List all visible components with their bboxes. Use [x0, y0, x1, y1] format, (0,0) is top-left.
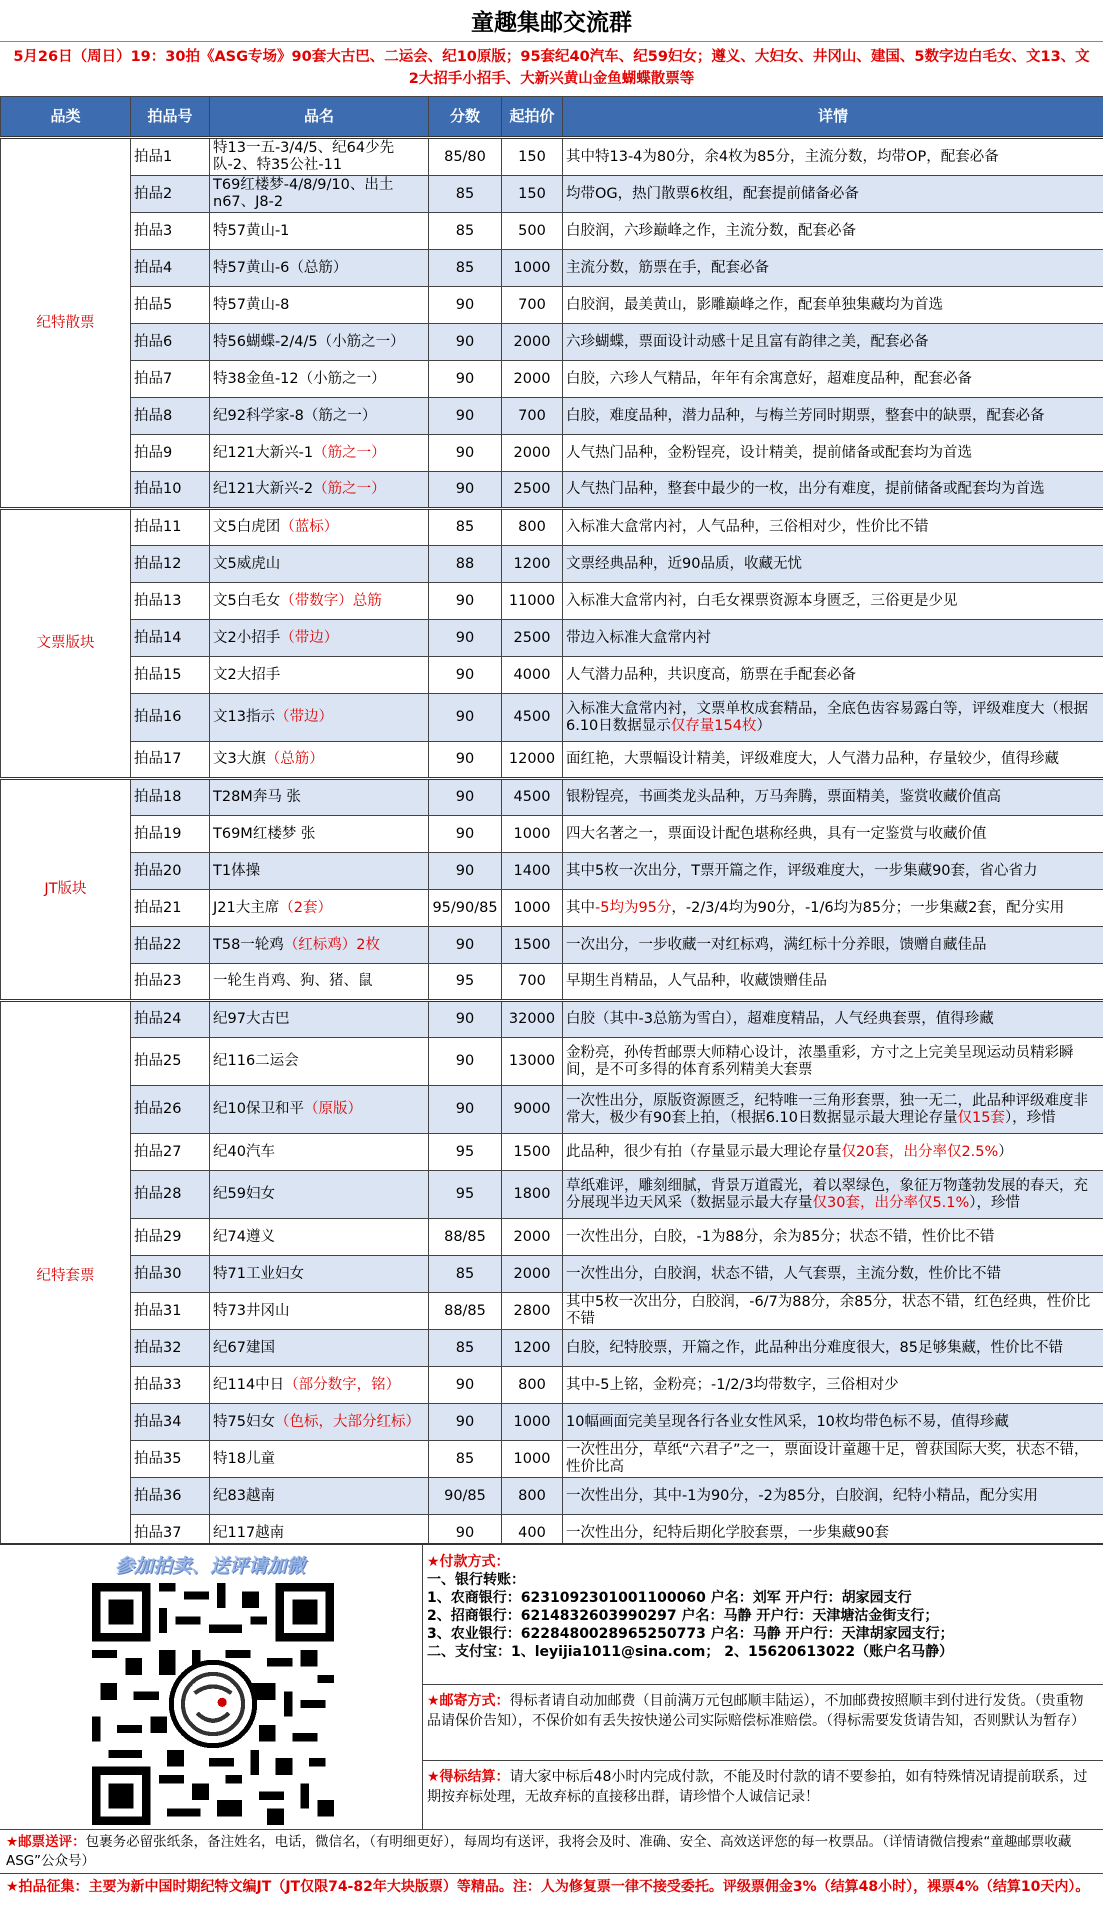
grade: 88: [429, 546, 502, 583]
bank-heading: 一、银行转账：: [427, 1572, 525, 1588]
item-name: 纪116二运会: [210, 1038, 429, 1086]
item-detail-highlight: 仅30套，出分率仅5.1%: [812, 1194, 970, 1211]
table-row[interactable]: [1, 927, 1103, 964]
item-detail-highlight: -5均为95分: [595, 899, 672, 916]
item-name: 特57黄山-6（总筋）: [210, 250, 429, 287]
grade: 90: [429, 287, 502, 324]
item-detail-tail: ）: [756, 717, 771, 734]
starting-price: 1800: [502, 1171, 563, 1219]
item-name: [210, 1367, 429, 1404]
table-row[interactable]: [1, 1404, 1103, 1441]
item-detail: 一次性出分，草纸“六君子”之一，票面设计童趣十足，曾获国际大奖，状态不错，性价比高: [563, 1441, 1103, 1478]
lot-number: 拍品32: [131, 1330, 210, 1367]
lot-number: 拍品6: [131, 324, 210, 361]
grade: 85: [429, 213, 502, 250]
item-detail: 白胶（其中-3总筋为雪白），超难度精品，人气经典套票，值得珍藏: [563, 1001, 1103, 1038]
starting-price: 1000: [502, 890, 563, 927]
qr-section: [0, 1545, 423, 1829]
item-detail-main: 此品种，很少有拍（存量显示最大理论存量: [566, 1143, 842, 1160]
table-row[interactable]: [1, 435, 1103, 472]
lot-number: 拍品29: [131, 1219, 210, 1256]
item-detail: [563, 890, 1103, 927]
table-header-row: [1, 97, 1103, 138]
item-name-main: 文5白毛女: [213, 592, 281, 609]
lot-number: 拍品20: [131, 853, 210, 890]
item-name: 特13一五-3/4/5、纪64少先队-2、特35公社-11: [210, 138, 429, 176]
item-name: [210, 927, 429, 964]
grade: 85: [429, 1441, 502, 1478]
starting-price: 2000: [502, 324, 563, 361]
item-detail: [563, 694, 1103, 742]
item-detail-tail: ），珍惜: [969, 1194, 1021, 1211]
grade: 90: [429, 583, 502, 620]
item-detail: 其中特13-4为80分，余4枚为85分，主流分数，均带OP，配套必备: [563, 138, 1103, 176]
lot-number: 拍品27: [131, 1134, 210, 1171]
item-detail: 一次性出分，白胶润，状态不错，人气套票，主流分数，性价比不错: [563, 1256, 1103, 1293]
starting-price: 1200: [502, 546, 563, 583]
mail-heading: ★邮寄方式：: [427, 1693, 510, 1709]
item-name-note: （2套）: [279, 899, 332, 916]
item-detail: [563, 1086, 1103, 1134]
item-detail-highlight: 仅20套，出分率仅2.5%: [841, 1143, 999, 1160]
consignment-heading: ★拍品征集：: [6, 1879, 89, 1895]
item-name: 纪74遵义: [210, 1219, 429, 1256]
item-detail-tail: ）: [998, 1143, 1013, 1160]
item-detail-main: 入标准大盒常内衬，文票单枚成套精品，全底色齿容易露白等，评级难度大（根据6.10日数据显示: [566, 700, 1088, 734]
item-name-note: （蓝标）: [280, 519, 339, 535]
table-row[interactable]: [1, 1293, 1103, 1330]
item-detail: 一次性出分，其中-1为90分，-2为85分，白胶润，纪特小精品，配分实用: [563, 1478, 1103, 1515]
item-detail: 10幅画面完美呈现各行各业女性风采，10枚均带色标不易，值得珍藏: [563, 1404, 1103, 1441]
starting-price: 800: [502, 1478, 563, 1515]
item-name: 纪117越南: [210, 1515, 429, 1552]
bank-line-2[interactable]: 2、招商银行：6214832603990297 户名：马静 开户行：天津塘沽金街支行；: [427, 1608, 939, 1624]
table-row[interactable]: [1, 890, 1103, 927]
item-name: [210, 694, 429, 742]
starting-price: 2500: [502, 472, 563, 509]
grade: 88/85: [429, 1293, 502, 1330]
grade: 85: [429, 1330, 502, 1367]
item-name-main: T58一轮鸡: [213, 936, 284, 953]
table-row[interactable]: [1, 509, 1103, 546]
lot-number: 拍品12: [131, 546, 210, 583]
item-name-main: 纪114中日: [213, 1376, 285, 1393]
table-row[interactable]: [1, 816, 1103, 853]
table-row[interactable]: [1, 583, 1103, 620]
alipay-line[interactable]: 二、支付宝：1、leyijia1011@sina.com； 2、15620613022（账户名马静）: [427, 1644, 954, 1660]
mail-text: 得标者请自动加邮费（目前满万元包邮顺丰陆运），不加邮费按照顺丰到付进行发货。（贵重物品请保价告知），不保价如有丢失按快递公司实际赔偿标准赔偿。（得标需要发货请告知，否则默认为暂存）: [427, 1693, 1085, 1729]
item-detail: 入标准大盒常内衬，白毛女裸票资源本身匮乏，三俗更是少见: [563, 583, 1103, 620]
item-name: 文5威虎山: [210, 546, 429, 583]
table-row[interactable]: [1, 620, 1103, 657]
consignment-section: [0, 1873, 1103, 1916]
starting-price: 1500: [502, 927, 563, 964]
item-name: 特71工业妇女: [210, 1256, 429, 1293]
table-row[interactable]: [1, 1256, 1103, 1293]
item-name-note: （原版）: [303, 1101, 362, 1117]
lot-number: 拍品3: [131, 213, 210, 250]
lot-number: 拍品22: [131, 927, 210, 964]
item-name-note: （带边）: [274, 709, 333, 725]
table-row[interactable]: [1, 1441, 1103, 1478]
item-detail: 均带OG，热门散票6枚组，配套提前储备必备: [563, 176, 1103, 213]
table-row[interactable]: [1, 361, 1103, 398]
starting-price: 4000: [502, 657, 563, 694]
item-detail: 六珍蝴蝶，票面设计动感十足且富有韵律之美，配套必备: [563, 324, 1103, 361]
item-name-note: （部分数字，铭）: [284, 1376, 401, 1393]
item-detail: 一次出分，一步收藏一对红标鸡，满红标十分养眼，馈赠自藏佳品: [563, 927, 1103, 964]
table-row[interactable]: [1, 779, 1103, 816]
header-grade: 分数: [429, 97, 502, 138]
item-name: 特18儿童: [210, 1441, 429, 1478]
item-name: 一轮生肖鸡、狗、猪、鼠: [210, 964, 429, 1001]
payment-heading: ★付款方式：: [427, 1554, 510, 1570]
item-name: 特57黄山-8: [210, 287, 429, 324]
table-row[interactable]: [1, 742, 1103, 779]
lot-number: 拍品18: [131, 779, 210, 816]
item-name: [210, 583, 429, 620]
table-row[interactable]: [1, 398, 1103, 435]
item-detail: 白胶，六珍人气精品，年年有余寓意好，超难度品种，配套必备: [563, 361, 1103, 398]
header-lot: 拍品号: [131, 97, 210, 138]
lot-number: 拍品16: [131, 694, 210, 742]
grade: 90: [429, 361, 502, 398]
item-name-note: （筋之一）: [313, 481, 386, 497]
category-cell: 文票版块: [1, 509, 131, 779]
item-name: T28M奔马 张: [210, 779, 429, 816]
grade: 90: [429, 472, 502, 509]
settlement-text: 请大家中标后48小时内完成付款，不能及时付款的请不要参拍，如有特殊情况请提前联系，过期按弃标处理，无故弃标的直接移出群，请珍惜个人诚信记录！: [427, 1769, 1088, 1805]
item-name: 特38金鱼-12（小筋之一）: [210, 361, 429, 398]
starting-price: 32000: [502, 1001, 563, 1038]
item-detail: 一次性出分，纪特后期化学胶套票，一步集藏90套: [563, 1515, 1103, 1552]
table-row[interactable]: [1, 250, 1103, 287]
item-detail: 白胶，纪特胶票，开篇之作，此品种出分难度很大，85足够集藏，性价比不错: [563, 1330, 1103, 1367]
lot-number: 拍品31: [131, 1293, 210, 1330]
grade: 90: [429, 1086, 502, 1134]
table-row[interactable]: [1, 213, 1103, 250]
item-name: [210, 509, 429, 546]
item-detail: 四大名著之一，票面设计配色堪称经典，具有一定鉴赏与收藏价值: [563, 816, 1103, 853]
item-detail: 其中5枚一次出分，白胶润，-6/7为88分，余85分，状态不错，红色经典，性价比不错: [563, 1293, 1103, 1330]
item-name: [210, 890, 429, 927]
item-detail: 主流分数，筋票在手，配套必备: [563, 250, 1103, 287]
item-name-main: 文3大旗: [213, 751, 266, 767]
grade: 95: [429, 1171, 502, 1219]
lot-number: 拍品9: [131, 435, 210, 472]
starting-price: 1500: [502, 1134, 563, 1171]
table-row[interactable]: [1, 1330, 1103, 1367]
grade: 85: [429, 250, 502, 287]
item-name-note: （筋之一）: [313, 444, 386, 461]
item-detail: 面红艳，大票幅设计精美，评级难度大，人气潜力品种，存量较少，值得珍藏: [563, 742, 1103, 779]
item-detail: 人气热门品种，金粉锃亮，设计精美，提前储备或配套均为首选: [563, 435, 1103, 472]
lot-number: 拍品7: [131, 361, 210, 398]
item-detail: 带边入标准大盒常内衬: [563, 620, 1103, 657]
item-name: T1体操: [210, 853, 429, 890]
grade: 90: [429, 398, 502, 435]
starting-price: 9000: [502, 1086, 563, 1134]
starting-price: 11000: [502, 583, 563, 620]
item-detail: 入标准大盒常内衬，人气品种，三俗相对少，性价比不错: [563, 509, 1103, 546]
lot-number: 拍品13: [131, 583, 210, 620]
grade: 90: [429, 927, 502, 964]
item-name: [210, 742, 429, 779]
grade: 90: [429, 779, 502, 816]
item-detail: 一次性出分，白胶，-1为88分，余为85分；状态不错，性价比不错: [563, 1219, 1103, 1256]
lot-number: 拍品23: [131, 964, 210, 1001]
lot-number: 拍品24: [131, 1001, 210, 1038]
lot-number: 拍品2: [131, 176, 210, 213]
lot-number: 拍品10: [131, 472, 210, 509]
category-cell: 纪特散票: [1, 138, 131, 509]
item-detail: [563, 1171, 1103, 1219]
item-detail: [563, 1134, 1103, 1171]
consignment-text: 主要为新中国时期纪特文编JT（JT仅限74-82年大块版票）等精品。注：人为修复票一律不接受委托。评级票佣金3%（结算48小时），裸票4%（结算10天内）。: [88, 1879, 1090, 1895]
table-row[interactable]: [1, 657, 1103, 694]
starting-price: 1000: [502, 250, 563, 287]
item-name: [210, 620, 429, 657]
starting-price: 400: [502, 1515, 563, 1552]
qr-caption: 参加拍卖、送评请加微: [114, 1555, 305, 1577]
item-detail: 人气潜力品种，共识度高，筋票在手配套必备: [563, 657, 1103, 694]
table-row[interactable]: [1, 1367, 1103, 1404]
item-name-main: 特75妇女: [213, 1413, 275, 1430]
starting-price: 1200: [502, 1330, 563, 1367]
item-name: T69红楼梦-4/8/9/10、出土n67、J8-2: [210, 176, 429, 213]
starting-price: 2500: [502, 620, 563, 657]
table-row[interactable]: [1, 1219, 1103, 1256]
item-detail-tail: ，-2/3/4均为90分，-1/6均为85分；一步集藏2套，配分实用: [671, 899, 1065, 916]
starting-price: 2800: [502, 1293, 563, 1330]
item-detail: 银粉锃亮，书画类龙头品种，万马奔腾，票面精美，鉴赏收藏价值高: [563, 779, 1103, 816]
item-name: [210, 1086, 429, 1134]
starting-price: 800: [502, 509, 563, 546]
item-detail: 早期生肖精品，人气品种，收藏馈赠佳品: [563, 964, 1103, 1001]
grade: 90/85: [429, 1478, 502, 1515]
lot-number: 拍品21: [131, 890, 210, 927]
starting-price: 4500: [502, 694, 563, 742]
item-name: 特56蝴蝶-2/4/5（小筋之一）: [210, 324, 429, 361]
footer: [0, 1543, 1103, 1916]
table-row[interactable]: [1, 287, 1103, 324]
item-detail-main: 草纸难评，雕刻细腻，背景万道霞光，着以翠绿色，象征万物蓬勃发展的春天，充分展现半边天风采（数据显示最大存量: [566, 1177, 1088, 1211]
table-row[interactable]: [1, 1171, 1103, 1219]
starting-price: 2000: [502, 361, 563, 398]
grade: 85: [429, 176, 502, 213]
lot-number: 拍品1: [131, 138, 210, 176]
item-name-note: （色标，大部分红标）: [274, 1413, 420, 1430]
grading-send-text: 包裹务必留张纸条，备注姓名，电话，微信名，（有明细更好），每周均有送评，我将会及时、准确、安全、高效送评您的每一枚票品。（详情请微信搜索“童趣邮票收藏ASG”公众号）: [6, 1834, 1072, 1869]
starting-price: 700: [502, 964, 563, 1001]
item-detail-main: 一次性出分，原版资源匮乏，纪特唯一三角形套票，独一无二，此品种评级难度非常大，极少有90套上拍，（根据6.10日数据显示最大理论存量: [566, 1092, 1088, 1126]
category-cell: 纪特套票: [1, 1001, 131, 1552]
item-name: 特73井冈山: [210, 1293, 429, 1330]
bank-line-1[interactable]: 1、农商银行：6231092301001100060 户名：刘军 开户行：胡家园支行: [427, 1590, 912, 1606]
item-name: 特57黄山-1: [210, 213, 429, 250]
starting-price: 700: [502, 398, 563, 435]
grade: 90: [429, 657, 502, 694]
item-name: 纪97大古巴: [210, 1001, 429, 1038]
grade: 85: [429, 509, 502, 546]
item-name-main: 文5白虎团: [213, 519, 281, 535]
grade: 90: [429, 620, 502, 657]
item-detail: 白胶润，六珍巅峰之作，主流分数，配套必备: [563, 213, 1103, 250]
item-name: 纪59妇女: [210, 1171, 429, 1219]
starting-price: 1000: [502, 816, 563, 853]
item-name-main: 纪121大新兴-2: [213, 481, 314, 497]
settlement-heading: ★得标结算：: [427, 1769, 510, 1785]
lot-number: 拍品17: [131, 742, 210, 779]
lot-number: 拍品5: [131, 287, 210, 324]
lot-number: 拍品34: [131, 1404, 210, 1441]
item-name: [210, 1404, 429, 1441]
starting-price: 150: [502, 176, 563, 213]
item-name: T69M红楼梦 张: [210, 816, 429, 853]
page-title: 童趣集邮交流群: [0, 0, 1103, 42]
item-name-main: 纪121大新兴-1: [213, 444, 314, 461]
grade: 90: [429, 1001, 502, 1038]
item-name: 纪83越南: [210, 1478, 429, 1515]
item-name: [210, 472, 429, 509]
starting-price: 4500: [502, 779, 563, 816]
header-category: 品类: [1, 97, 131, 138]
item-detail: 人气热门品种，整套中最少的一枚，出分有难度，提前储备或配套均为首选: [563, 472, 1103, 509]
grade: 90: [429, 324, 502, 361]
lot-number: 拍品15: [131, 657, 210, 694]
category-cell: JT版块: [1, 779, 131, 1001]
starting-price: 500: [502, 213, 563, 250]
grade: 90: [429, 853, 502, 890]
grade: 95: [429, 1134, 502, 1171]
grading-send-section: [0, 1829, 1103, 1873]
settlement-section: [423, 1761, 1103, 1829]
table-row[interactable]: [1, 176, 1103, 213]
grading-send-heading: ★邮票送评：: [6, 1834, 86, 1850]
item-name-main: 文2小招手: [213, 629, 281, 646]
starting-price: 1000: [502, 1441, 563, 1478]
item-name: 纪92科学家-8（筋之一）: [210, 398, 429, 435]
table-row[interactable]: [1, 964, 1103, 1001]
table-row[interactable]: [1, 694, 1103, 742]
table-row[interactable]: [1, 1478, 1103, 1515]
starting-price: 13000: [502, 1038, 563, 1086]
starting-price: 1400: [502, 853, 563, 890]
auction-table: [0, 96, 1103, 1552]
table-row[interactable]: [1, 472, 1103, 509]
lot-number: 拍品36: [131, 1478, 210, 1515]
lot-number: 拍品14: [131, 620, 210, 657]
grade: 95/90/85: [429, 890, 502, 927]
grade: 90: [429, 694, 502, 742]
grade: 88/85: [429, 1219, 502, 1256]
starting-price: 2000: [502, 435, 563, 472]
header-name: 品名: [210, 97, 429, 138]
mail-section: [423, 1685, 1103, 1761]
item-name: 纪40汽车: [210, 1134, 429, 1171]
item-detail: 白胶润，最美黄山，影雕巅峰之作，配套单独集藏均为首选: [563, 287, 1103, 324]
lot-number: 拍品11: [131, 509, 210, 546]
table-row[interactable]: [1, 546, 1103, 583]
starting-price: 700: [502, 287, 563, 324]
lot-number: 拍品37: [131, 1515, 210, 1552]
grade: 90: [429, 816, 502, 853]
item-name-note: （带边）: [280, 629, 339, 646]
lot-number: 拍品30: [131, 1256, 210, 1293]
table-row[interactable]: [1, 1086, 1103, 1134]
grade: 90: [429, 1367, 502, 1404]
starting-price: 1000: [502, 1404, 563, 1441]
table-row[interactable]: [1, 138, 1103, 176]
item-detail: 其中-5上铭，金粉亮；-1/2/3均带数字，三俗相对少: [563, 1367, 1103, 1404]
item-detail: 白胶，难度品种，潜力品种，与梅兰芳同时期票，整套中的缺票，配套必备: [563, 398, 1103, 435]
grade: 90: [429, 742, 502, 779]
lot-number: 拍品35: [131, 1441, 210, 1478]
lot-number: 拍品26: [131, 1086, 210, 1134]
header-price: 起拍价: [502, 97, 563, 138]
table-row[interactable]: [1, 1001, 1103, 1038]
grade: 90: [429, 1038, 502, 1086]
bank-line-3[interactable]: 3、农业银行：6228480028965250773 户名：马静 开户行：天津胡家园支行；: [427, 1626, 954, 1642]
table-row[interactable]: [1, 853, 1103, 890]
header-detail: 详情: [563, 97, 1103, 138]
item-detail: 其中5枚一次出分，T票开篇之作，评级难度大，一步集藏90套，省心省力: [563, 853, 1103, 890]
item-detail: 金粉亮，孙传哲邮票大师精心设计，浓墨重彩，方寸之上完美呈现运动员精彩瞬间，是不可多得的体育系列精美大套票: [563, 1038, 1103, 1086]
grade: 90: [429, 435, 502, 472]
table-row[interactable]: [1, 324, 1103, 361]
item-name-main: J21大主席: [213, 899, 280, 916]
starting-price: 800: [502, 1367, 563, 1404]
item-name-main: 纪10保卫和平: [213, 1101, 304, 1117]
starting-price: 2000: [502, 1219, 563, 1256]
item-name-note: （带数字）总筋: [280, 592, 382, 609]
item-detail: 文票经典品种，近90品质，收藏无忧: [563, 546, 1103, 583]
grade: 90: [429, 1404, 502, 1441]
grade: 85: [429, 1256, 502, 1293]
table-row[interactable]: [1, 1134, 1103, 1171]
item-name: 纪67建国: [210, 1330, 429, 1367]
lot-number: 拍品33: [131, 1367, 210, 1404]
item-name-note: （红标鸡）2枚: [283, 936, 381, 953]
item-name-note: （总筋）: [265, 751, 324, 767]
starting-price: 150: [502, 138, 563, 176]
grade: 90: [429, 1515, 502, 1552]
item-name-main: 文13指示: [213, 709, 275, 725]
lot-number: 拍品8: [131, 398, 210, 435]
item-detail-tail: ），珍惜: [1004, 1109, 1056, 1126]
lot-number: 拍品4: [131, 250, 210, 287]
item-name: 文2大招手: [210, 657, 429, 694]
lot-number: 拍品28: [131, 1171, 210, 1219]
item-detail-main: 其中: [566, 899, 595, 916]
lot-number: 拍品19: [131, 816, 210, 853]
grade: 95: [429, 964, 502, 1001]
lot-number: 拍品25: [131, 1038, 210, 1086]
payment-section: [423, 1545, 1103, 1685]
grade: 85/80: [429, 138, 502, 176]
starting-price: 12000: [502, 742, 563, 779]
starting-price: 2000: [502, 1256, 563, 1293]
wechat-qr-code-icon[interactable]: [92, 1583, 334, 1825]
item-detail-highlight: 仅存量154枚: [670, 717, 757, 734]
item-detail-highlight: 仅15套: [957, 1109, 1005, 1126]
table-row[interactable]: [1, 1038, 1103, 1086]
item-name: [210, 435, 429, 472]
auction-announcement: 5月26日（周日）19：30拍《ASG专场》90套大古巴、二运会、纪10原版；95套纪40汽车、纪59妇女；遵义、大妇女、井冈山、建国、5数字边白毛女、文13、文2大招手小招手、大新兴黄山金鱼蝴蝶散票等: [13, 49, 1090, 87]
